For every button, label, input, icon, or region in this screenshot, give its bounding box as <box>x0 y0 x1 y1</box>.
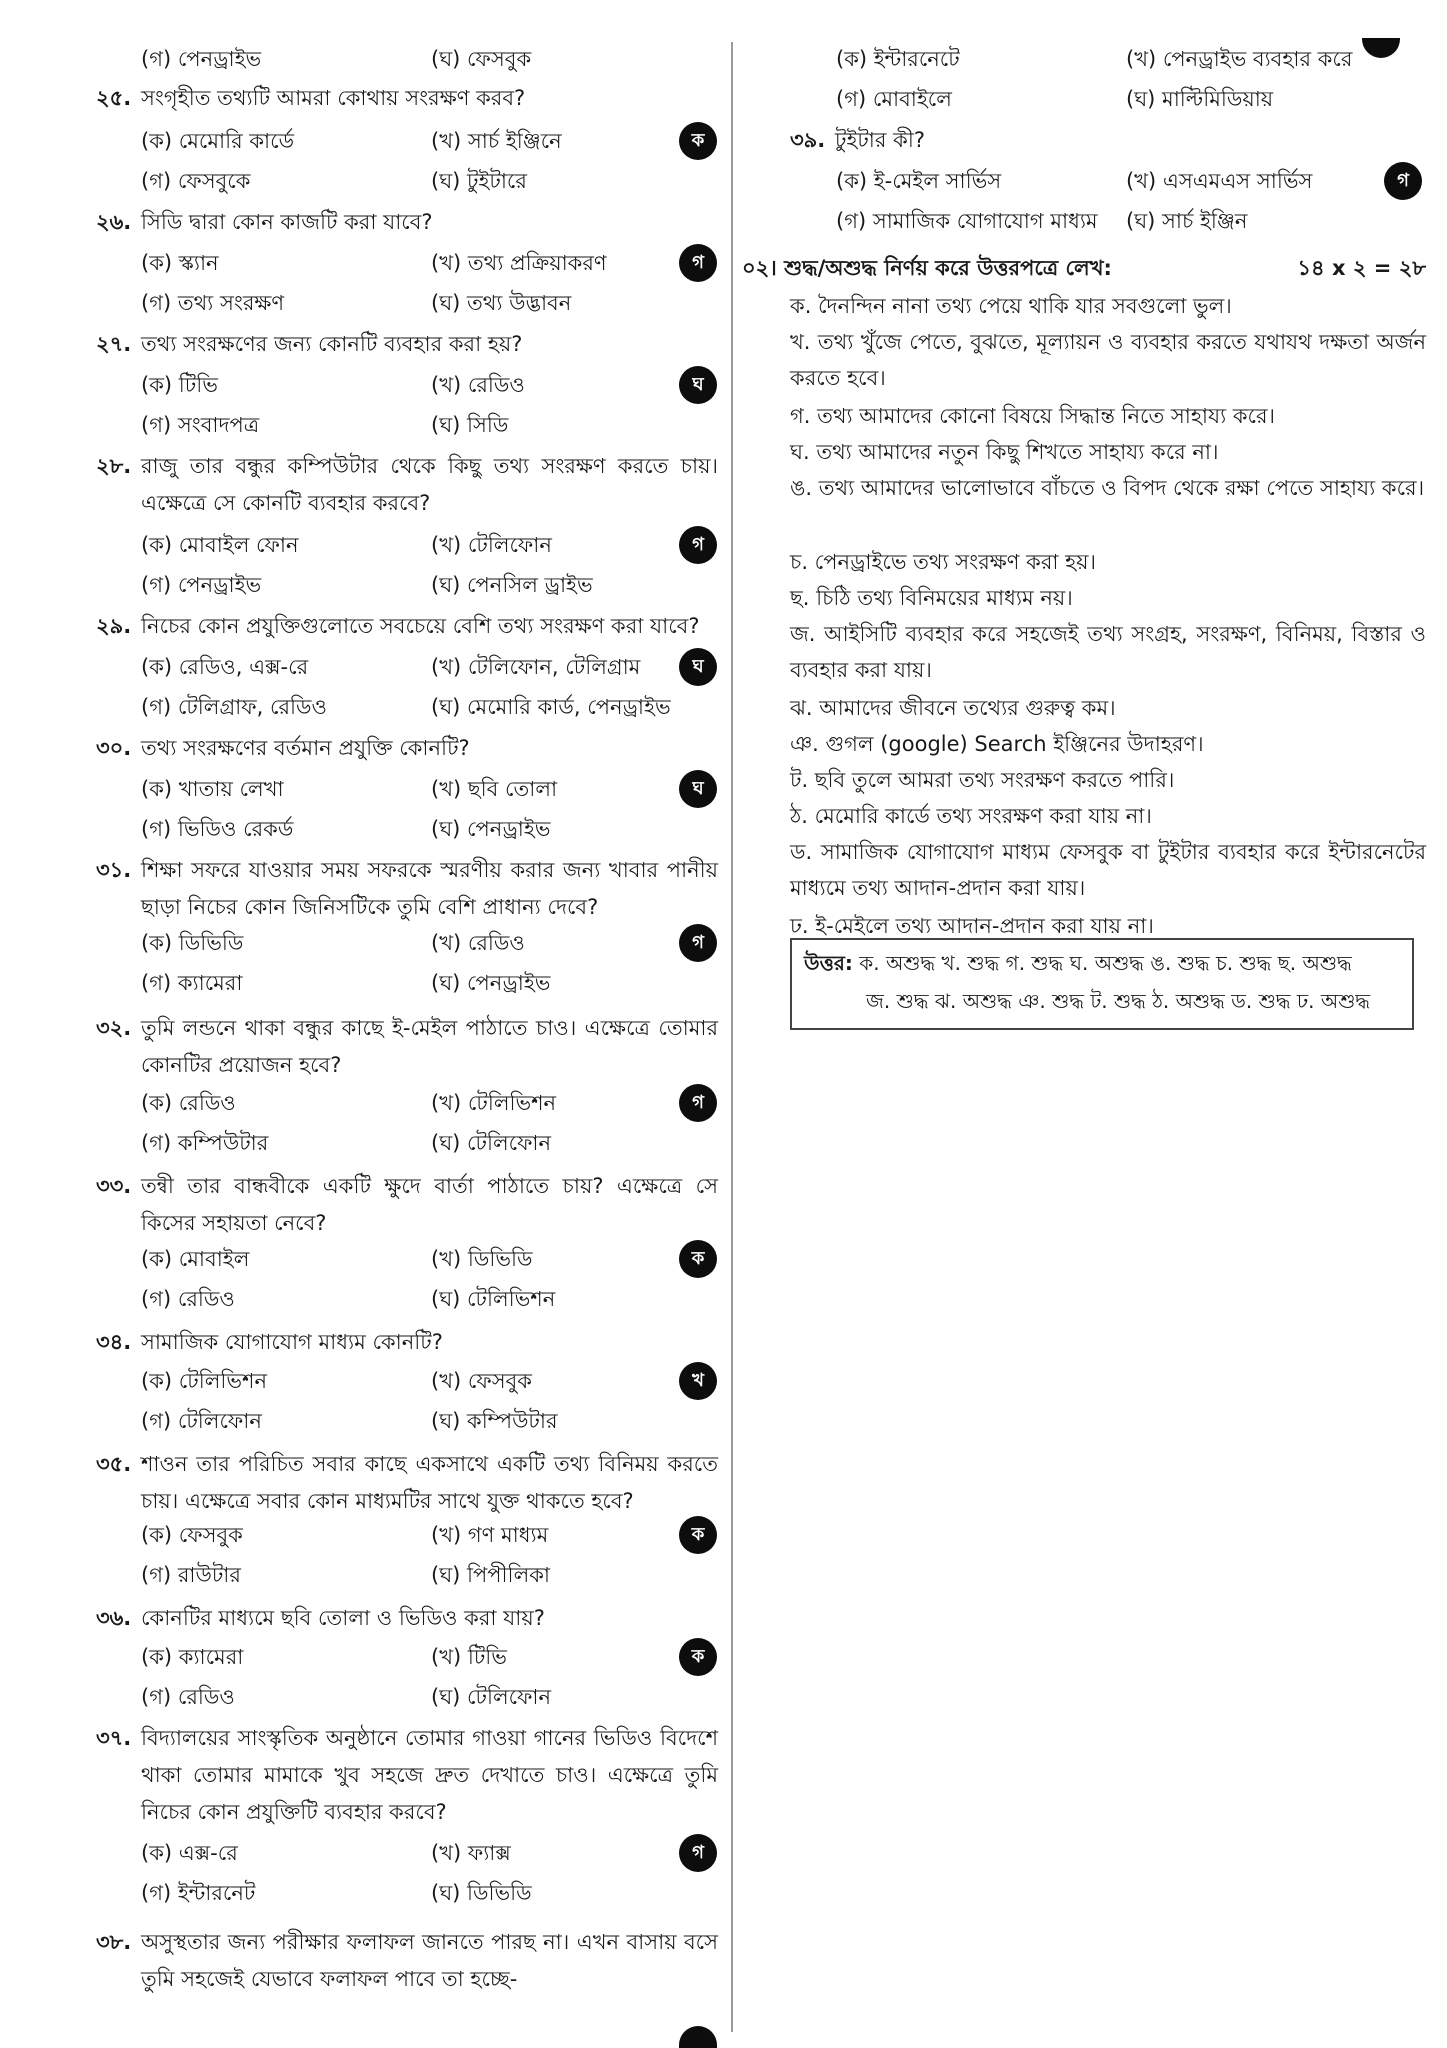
option-b: (খ) পেনড্রাইভ ব্যবহার করে <box>1126 47 1353 71</box>
answer-badge-cut-top <box>1362 38 1400 58</box>
option-d: (ঘ) মাল্টিমিডিয়ায় <box>1126 87 1274 111</box>
option-d: (ঘ) পেনড্রাইভ <box>431 971 551 995</box>
option-d: (ঘ) টুইটারে <box>431 169 527 193</box>
option-a: (ক) খাতায় লেখা <box>141 777 284 801</box>
option-b: (খ) টেলিফোন, টেলিগ্রাম <box>431 655 641 679</box>
question-number: ২৭. <box>96 332 132 356</box>
option-a: (ক) ইন্টারনেটে <box>836 47 960 71</box>
question-text: তন্বী তার বান্ধবীকে একটি ক্ষুদে বার্তা পাঠাতে চায়? এক্ষেত্রে সে কিসের সহায়তা নেবে? <box>141 1174 718 1235</box>
answer-badge: গ <box>679 526 717 564</box>
answer-line-1 <box>804 944 1400 982</box>
question-number: ৩৮. <box>96 1930 132 1954</box>
option-d: (ঘ) টেলিভিশন <box>431 1287 556 1311</box>
option-a: (ক) টেলিভিশন <box>141 1369 267 1393</box>
option-a: (ক) স্ক্যান <box>141 251 219 275</box>
option-b: (খ) রেডিও <box>431 373 525 397</box>
right-column <box>738 0 1447 2048</box>
statement-item: ঙ. তথ্য আমাদের ভালোভাবে বাঁচতে ও বিপদ থেকে রক্ষা পেতে সাহায্য করে। <box>790 476 1425 500</box>
question-number: ২৫. <box>96 86 132 110</box>
question-number: ২৯. <box>96 614 132 638</box>
option-c: (গ) রেডিও <box>141 1287 235 1311</box>
option-a: (ক) এক্স-রে <box>141 1841 238 1865</box>
answer-badge: গ <box>679 1834 717 1872</box>
question-text: শাওন তার পরিচিত সবার কাছে একসাথে একটি তথ্য বিনিময় করতে চায়। এক্ষেত্রে সবার কোন মাধ্যমটির সাথে যুক্ত থাকতে হবে? <box>141 1452 718 1513</box>
option-d: (ঘ) তথ্য উদ্ভাবন <box>431 291 572 315</box>
question-number: ৩৯. <box>790 128 826 152</box>
question-number: ৩০. <box>96 736 132 760</box>
answer-box <box>790 938 1414 1030</box>
question-text: রাজু তার বন্ধুর কম্পিউটার থেকে কিছু তথ্য সংরক্ষণ করতে চায়। এক্ষেত্রে সে কোনটি ব্যবহার করবে? <box>141 454 718 515</box>
option-c: (গ) ফেসবুকে <box>141 169 251 193</box>
option-b: (খ) ডিভিডি <box>431 1247 533 1271</box>
option-d: (ঘ) কম্পিউটার <box>431 1409 558 1433</box>
question-text: তথ্য সংরক্ষণের জন্য কোনটি ব্যবহার করা হয়? <box>141 332 523 356</box>
answer-label: উত্তর: <box>804 951 853 975</box>
question-text: অসুস্থতার জন্য পরীক্ষার ফলাফল জানতে পারছ না। এখন বাসায় বসে তুমি সহজেই যেভাবে ফলাফল পাবে তা হচ্ছে- <box>141 1930 718 1991</box>
option-c: (গ) ইন্টারনেট <box>141 1881 256 1905</box>
option-a: (ক) রেডিও, এক্স-রে <box>141 655 309 679</box>
option-b: (খ) টিভি <box>431 1645 507 1669</box>
option-c: (গ) সংবাদপত্র <box>141 413 260 437</box>
option-d: (ঘ) পিপীলিকা <box>431 1563 550 1587</box>
statement-item: ঠ. মেমোরি কার্ডে তথ্য সংরক্ষণ করা যায় না। <box>790 804 1152 828</box>
option-b: (খ) টেলিফোন <box>431 533 552 557</box>
answer-badge: গ <box>679 244 717 282</box>
option-b: (খ) ছবি তোলা <box>431 777 558 801</box>
option-c: (গ) তথ্য সংরক্ষণ <box>141 291 285 315</box>
question-text: সংগৃহীত তথ্যটি আমরা কোথায় সংরক্ষণ করব? <box>141 86 526 110</box>
option-c: (গ) রাউটার <box>141 1563 241 1587</box>
question-number: ৩৫. <box>96 1452 132 1476</box>
statement-item: খ. তথ্য খুঁজে পেতে, বুঝতে, মূল্যায়ন ও ব্যবহার করতে যথাযথ দক্ষতা অর্জন করতে হবে। <box>790 330 1426 390</box>
option-c: (গ) পেনড্রাইভ <box>141 573 262 597</box>
statement-item: ড. সামাজিক যোগাযোগ মাধ্যম ফেসবুক বা টুইটার ব্যবহার করে ইন্টারনেটের মাধ্যমে তথ্য আদান-প্রদান করা যায়। <box>790 840 1426 900</box>
option-b: (খ) টেলিভিশন <box>431 1091 557 1115</box>
option-c: (গ) ভিডিও রেকর্ড <box>141 817 294 841</box>
statement-item: চ. পেনড্রাইভে তথ্য সংরক্ষণ করা হয়। <box>790 550 1097 574</box>
question-text: তুমি লন্ডনে থাকা বন্ধুর কাছে ই-মেইল পাঠাতে চাও। এক্ষেত্রে তোমার কোনটির প্রয়োজন হবে? <box>141 1016 718 1077</box>
option-c: (গ) সামাজিক যোগাযোগ মাধ্যম <box>836 209 1098 233</box>
answer-badge: ক <box>679 122 717 160</box>
question-text: সামাজিক যোগাযোগ মাধ্যম কোনটি? <box>141 1330 443 1354</box>
question-number: ৩৪. <box>96 1330 132 1354</box>
option-d: (ঘ) টেলিফোন <box>431 1685 552 1709</box>
option-a: (ক) মোবাইল ফোন <box>141 533 299 557</box>
answer-badge: গ <box>1384 162 1422 200</box>
option-c: (গ) টেলিগ্রাফ, রেডিও <box>141 695 327 719</box>
option-d: (ঘ) ফেসবুক <box>431 47 532 71</box>
question-number: ৩৭. <box>96 1726 132 1750</box>
column-divider <box>731 42 733 2032</box>
statement-item: ঢ. ই-মেইলে তথ্য আদান-প্রদান করা যায় না। <box>790 914 1154 938</box>
option-c: (গ) ক্যামেরা <box>141 971 243 995</box>
question-text: কোনটির মাধ্যমে ছবি তোলা ও ভিডিও করা যায়? <box>141 1606 545 1630</box>
option-b: (খ) সার্চ ইঞ্জিনে <box>431 129 562 153</box>
option-d: (ঘ) মেমোরি কার্ড, পেনড্রাইভ <box>431 695 671 719</box>
option-a: (ক) ই-মেইল সার্ভিস <box>836 169 1002 193</box>
answer-badge: খ <box>679 1362 717 1400</box>
statement-item: গ. তথ্য আমাদের কোনো বিষয়ে সিদ্ধান্ত নিতে সাহায্য করে। <box>790 404 1276 428</box>
question-number: ৩১. <box>96 858 132 882</box>
question-number: ২৬. <box>96 210 132 234</box>
option-b: (খ) ফেসবুক <box>431 1369 532 1393</box>
statement-item: ঘ. তথ্য আমাদের নতুন কিছু শিখতে সাহায্য করে না। <box>790 440 1219 464</box>
option-c: (গ) পেনড্রাইভ <box>141 47 262 71</box>
option-d: (ঘ) সিডি <box>431 413 509 437</box>
statement-item: ক. দৈনন্দিন নানা তথ্য পেয়ে থাকি যার সবগুলো ভুল। <box>790 294 1232 318</box>
question-text: তথ্য সংরক্ষণের বর্তমান প্রযুক্তি কোনটি? <box>141 736 470 760</box>
option-c: (গ) রেডিও <box>141 1685 235 1709</box>
option-d: (ঘ) পেনসিল ড্রাইভ <box>431 573 593 597</box>
option-c: (গ) মোবাইলে <box>836 87 952 111</box>
option-a: (ক) মেমোরি কার্ডে <box>141 129 295 153</box>
question-text: সিডি দ্বারা কোন কাজটি করা যাবে? <box>141 210 433 234</box>
question-text: টুইটার কী? <box>835 128 925 152</box>
question-number: ২৮. <box>96 454 132 478</box>
option-d: (ঘ) পেনড্রাইভ <box>431 817 551 841</box>
answer-badge: গ <box>679 1084 717 1122</box>
option-d: (ঘ) টেলিফোন <box>431 1131 552 1155</box>
statement-item: ট. ছবি তুলে আমরা তথ্য সংরক্ষণ করতে পারি। <box>790 768 1175 792</box>
option-b: (খ) এসএমএস সার্ভিস <box>1126 169 1313 193</box>
option-a: (ক) ফেসবুক <box>141 1523 243 1547</box>
option-a: (ক) মোবাইল <box>141 1247 250 1271</box>
statement-item: ছ. চিঠি তথ্য বিনিময়ের মাধ্যম নয়। <box>790 586 1073 610</box>
question-text: বিদ্যালয়ের সাংস্কৃতিক অনুষ্ঠানে তোমার গাওয়া গানের ভিডিও বিদেশে থাকা তোমার মামাকে খুব সহজে দ্রুত দেখাতে চাও। এক্ষেত্রে তুমি নিচের কোন প্রযুক্তিটি ব্যবহার করবে? <box>141 1726 718 1824</box>
answer-badge: ক <box>679 1638 717 1676</box>
statement-item: জ. আইসিটি ব্যবহার করে সহজেই তথ্য সংগ্রহ, সংরক্ষণ, বিনিময়, বিস্তার ও ব্যবহার করা যায়। <box>790 622 1426 682</box>
question-number: ৩৬. <box>96 1606 132 1630</box>
option-b: (খ) গণ মাধ্যম <box>431 1523 549 1547</box>
option-a: (ক) টিভি <box>141 373 218 397</box>
option-b: (খ) তথ্য প্রক্রিয়াকরণ <box>431 251 607 275</box>
section-marks: ১৪ x ২ = ২৮ <box>1297 256 1426 280</box>
answer-badge: ক <box>679 1240 717 1278</box>
question-text: নিচের কোন প্রযুক্তিগুলোতে সবচেয়ে বেশি তথ্য সংরক্ষণ করা যাবে? <box>141 614 700 638</box>
option-d: (ঘ) সার্চ ইঞ্জিন <box>1126 209 1248 233</box>
answer-badge: ঘ <box>679 366 717 404</box>
answer-line-2: জ. শুদ্ধ ঝ. অশুদ্ধ ঞ. শুদ্ধ ট. শুদ্ধ ঠ. অশুদ্ধ ড. শুদ্ধ ঢ. অশুদ্ধ <box>866 989 1371 1013</box>
option-b: (খ) রেডিও <box>431 931 525 955</box>
question-text: শিক্ষা সফরে যাওয়ার সময় সফরকে স্মরণীয় করার জন্য খাবার পানীয় ছাড়া নিচের কোন জিনিসটিকে তুমি বেশি প্রাধান্য দেবে? <box>141 858 718 919</box>
statement-item: ঞ. গুগল (google) Search ইঞ্জিনের উদাহরণ। <box>790 732 1204 756</box>
section-heading: ০২। শুদ্ধ/অশুদ্ধ নির্ণয় করে উত্তরপত্রে লেখ: <box>742 256 1112 280</box>
option-d: (ঘ) ডিভিডি <box>431 1881 532 1905</box>
question-number: ৩৩. <box>96 1174 132 1198</box>
option-c: (গ) কম্পিউটার <box>141 1131 269 1155</box>
option-a: (ক) ক্যামেরা <box>141 1645 244 1669</box>
option-c: (গ) টেলিফোন <box>141 1409 262 1433</box>
answer-badge: ঘ <box>679 770 717 808</box>
question-number: ৩২. <box>96 1016 132 1040</box>
option-b: (খ) ফ্যাক্স <box>431 1841 511 1865</box>
option-a: (ক) রেডিও <box>141 1091 236 1115</box>
answer-badge: ঘ <box>679 648 717 686</box>
option-a: (ক) ডিভিডি <box>141 931 244 955</box>
answer-text-1: ক. অশুদ্ধ খ. শুদ্ধ গ. শুদ্ধ ঘ. অশুদ্ধ ঙ. শুদ্ধ চ. শুদ্ধ ছ. অশুদ্ধ <box>859 951 1352 975</box>
statement-item: ঝ. আমাদের জীবনে তথ্যের গুরুত্ব কম। <box>790 696 1116 720</box>
answer-badge-cut <box>679 2026 717 2048</box>
answer-badge: গ <box>679 924 717 962</box>
answer-badge: ক <box>679 1516 717 1554</box>
